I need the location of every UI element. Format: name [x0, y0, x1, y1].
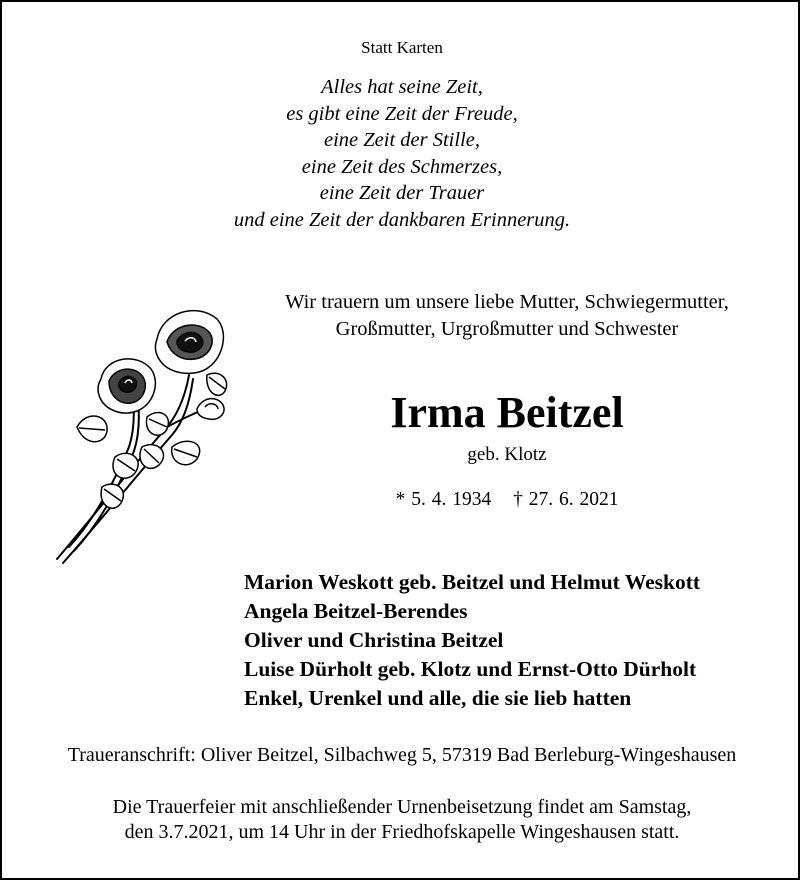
intro-line: Großmutter, Urgroßmutter und Schwester [335, 317, 679, 340]
mourner-line: Enkel, Urenkel und alle, die sie lieb hatten [244, 686, 632, 710]
rose-illustration [47, 297, 237, 582]
mourner-line: Oliver und Christina Beitzel [244, 628, 504, 652]
mourners-list [244, 568, 784, 713]
mourner-line: Angela Beitzel-Berendes [244, 599, 468, 623]
deceased-name: Irma Beitzel [390, 388, 624, 437]
poem-line: eine Zeit der Stille, [324, 129, 480, 151]
intro-text [222, 289, 792, 342]
mourner-line: Luise Dürholt geb. Klotz und Ernst-Otto Dürholt [244, 657, 697, 681]
maiden-name: geb. Klotz [467, 444, 547, 465]
poem-line: eine Zeit des Schmerzes, [301, 155, 503, 178]
mourning-address: Traueranschrift: Oliver Beitzel, Silbachweg 5, 57319 Bad Berleburg-Wingeshausen [67, 744, 737, 766]
funeral-notice [2, 795, 800, 845]
poem-line: und eine Zeit der dankbaren Erinnerung. [233, 208, 571, 231]
poem-line: eine Zeit der Trauer [319, 182, 485, 204]
intro-line: Wir trauern um unsere liebe Mutter, Schwiegermutter, [285, 291, 729, 313]
poem [2, 74, 800, 233]
funeral-line: den 3.7.2021, um 14 Uhr in der Friedhofskapelle Wingeshausen statt. [124, 821, 680, 843]
poem-line: es gibt eine Zeit der Freude, [286, 102, 518, 125]
funeral-line: Die Trauerfeier mit anschließender Urnenbeisetzung findet am Samstag, [112, 796, 692, 818]
poem-line: Alles hat seine Zeit, [321, 76, 483, 98]
life-dates [222, 489, 792, 511]
statt-karten-heading: Statt Karten [361, 38, 443, 57]
mourner-line: Marion Weskott geb. Beitzel und Helmut Weskott [244, 570, 701, 594]
death-date: † 27. 6. 2021 [513, 489, 619, 510]
birth-date: * 5. 4. 1934 [395, 489, 492, 510]
